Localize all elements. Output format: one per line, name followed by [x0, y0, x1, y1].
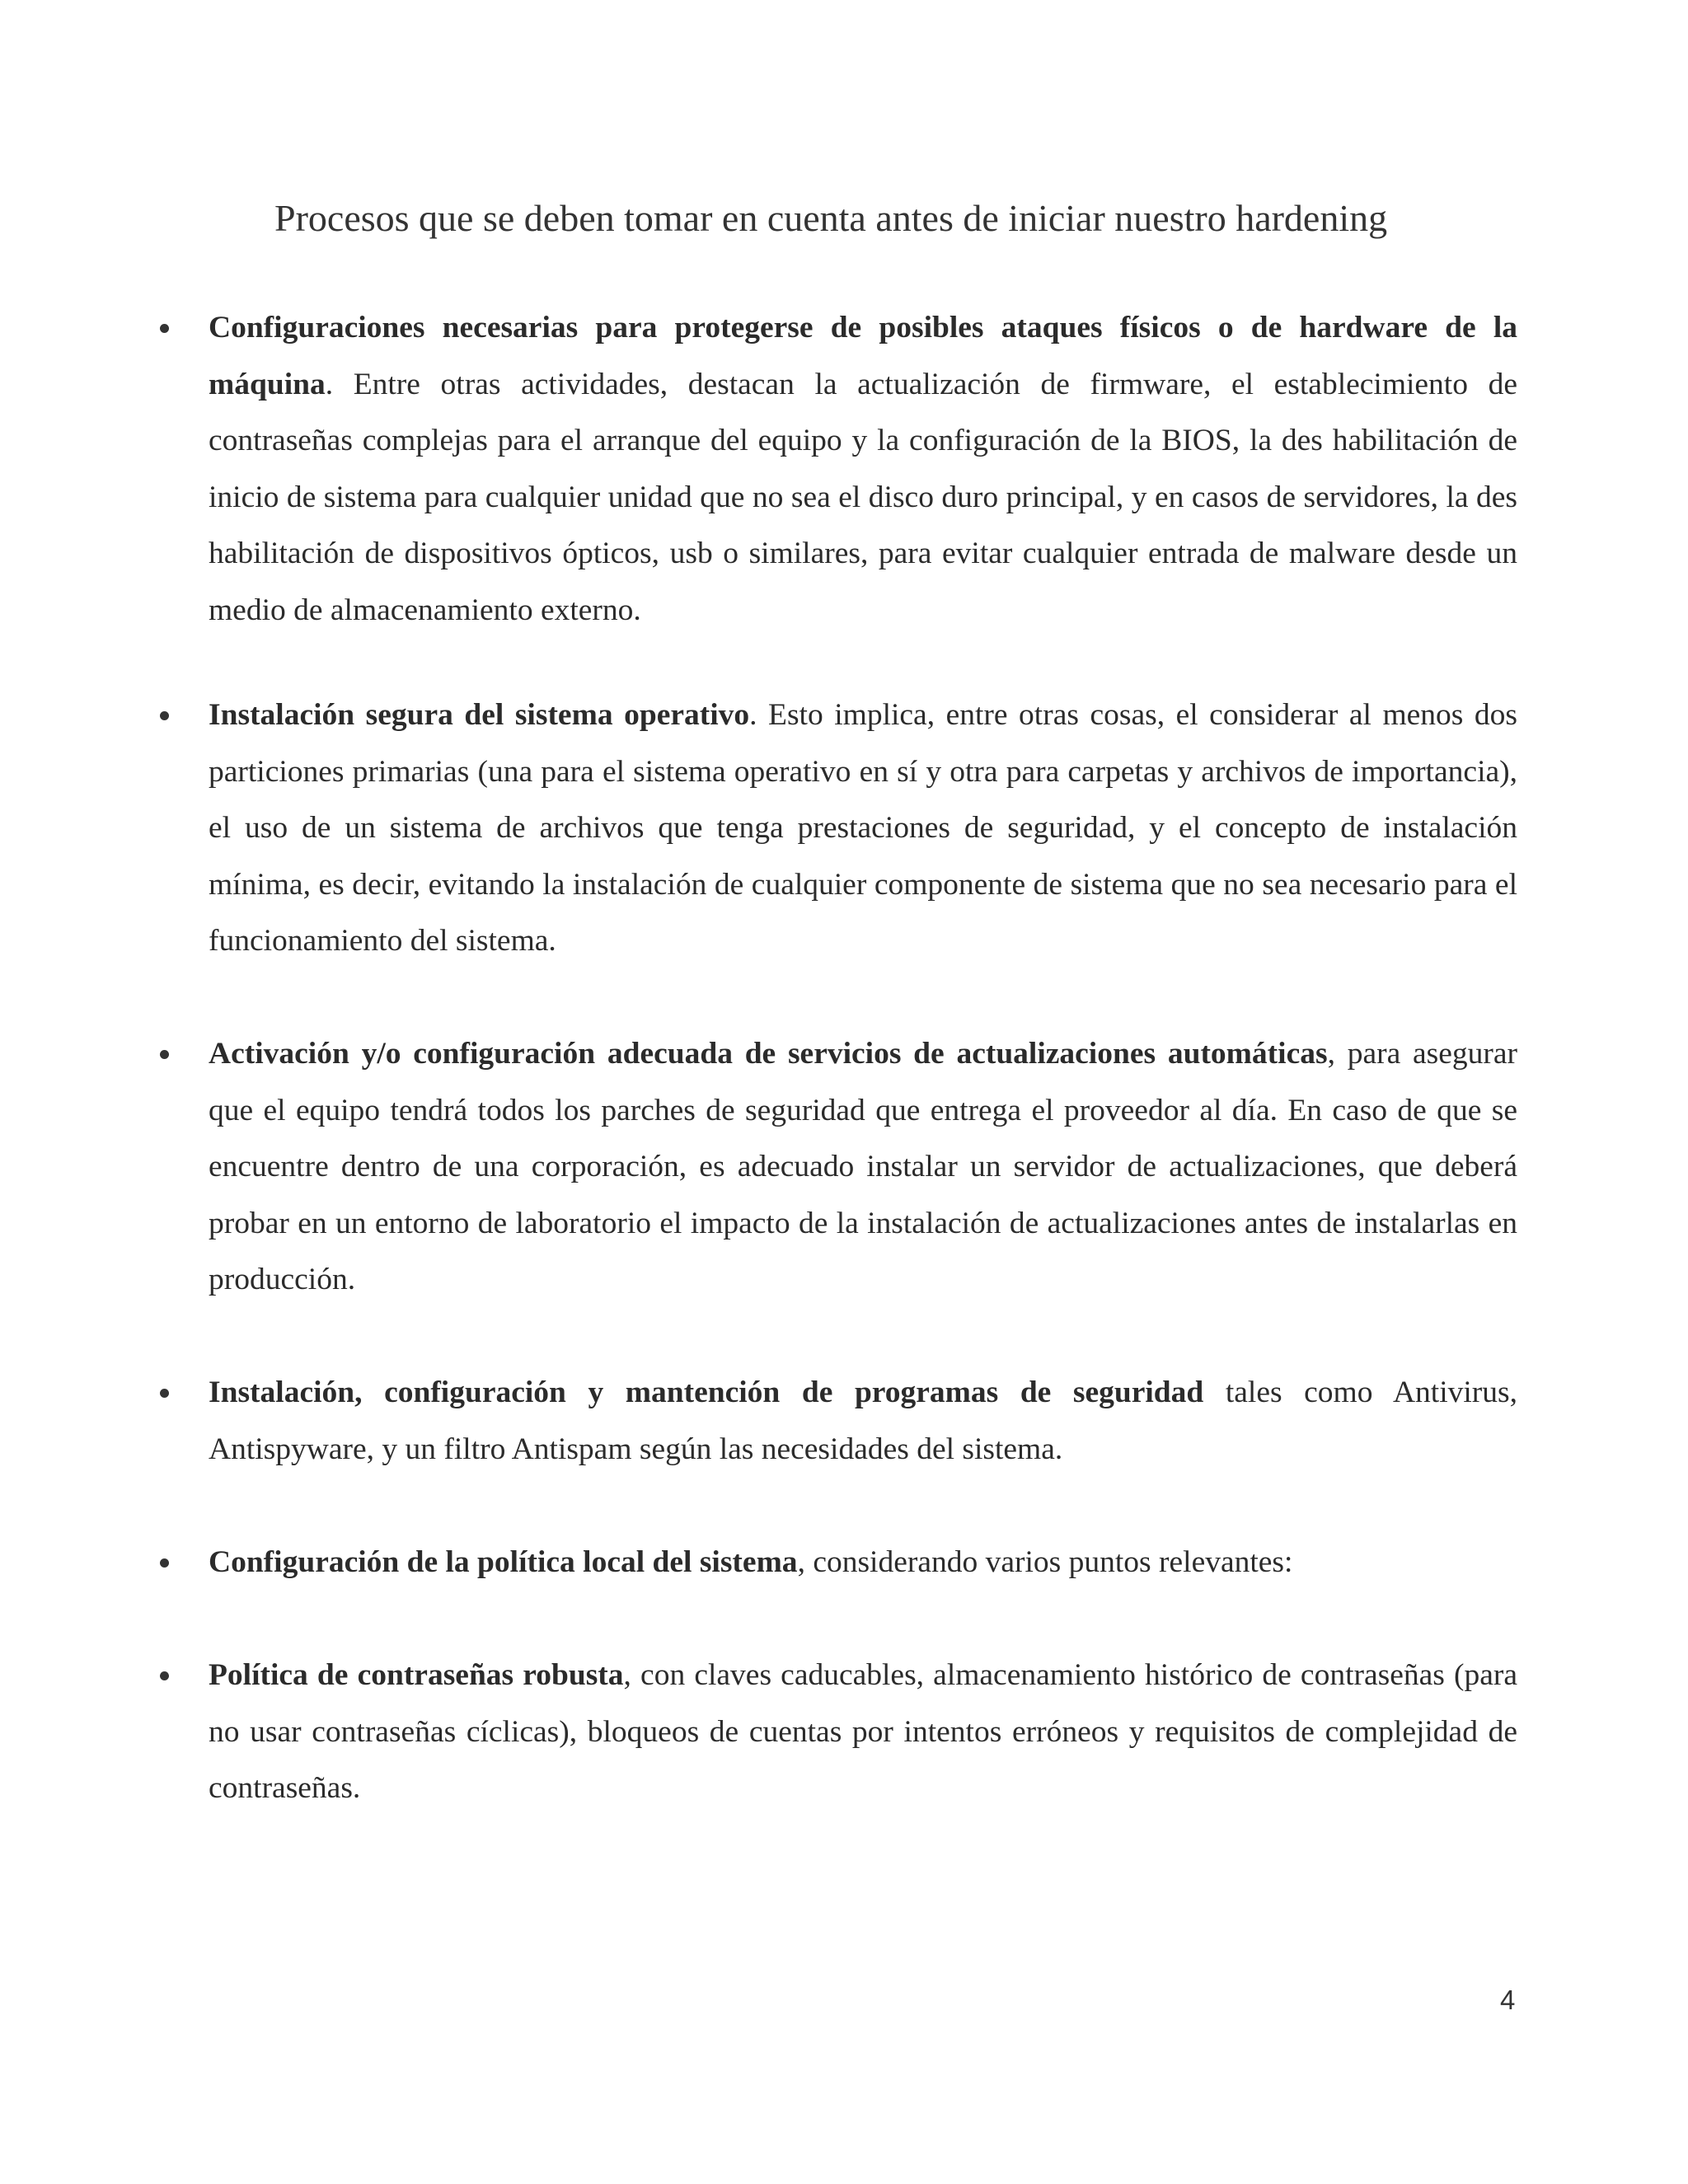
list-item-heading: Configuraciones necesarias para protegerse de posibles ataques físicos o de hardware de la máquina [209, 311, 1517, 401]
list-item-text: , considerando varios puntos relevantes: [797, 1545, 1293, 1579]
list-item-text: . Entre otras actividades, destacan la actualización de firmware, el establecimiento de contraseñas complejas para el arranque del equipo y la configuración de la BIOS, la des habilitación de inicio de sistema para cualquier unidad que no sea el disco duro principal, y en casos de servidores, la des habilitación de dispositivos ópticos, usb o similares, para evitar cualquier entrada de malware desde un medio de almacenamiento externo. [209, 367, 1517, 627]
bullet-icon [160, 1389, 169, 1398]
list-item [209, 1365, 1517, 1478]
list-item-text: tales como Antivirus, Antispyware, y un filtro Antispam según las necesidades del sistema. [209, 1376, 1517, 1466]
list-item [209, 1026, 1517, 1309]
bullet-icon [160, 711, 169, 720]
list-item-heading: Instalación, configuración y mantención de programas de seguridad [209, 1376, 1204, 1409]
list-item-text: . Esto implica, entre otras cosas, el considerar al menos dos particiones primarias (una para el sistema operativo en sí y otra para carpetas y archivos de importancia), el uso de un sistema de archivos que tenga prestaciones de seguridad, y el concepto de instalación mínima, es decir, evitando la instalación de cualquier componente de sistema que no sea necesario para el funcionamiento del sistema. [209, 698, 1517, 958]
bullet-icon [160, 1558, 169, 1568]
bullet-icon [160, 1671, 169, 1680]
list-item-heading: Política de contraseñas robusta [209, 1658, 624, 1692]
list-item [209, 687, 1517, 970]
bullet-icon [160, 1050, 169, 1059]
bullet-icon [160, 324, 169, 333]
list-item-heading: Instalación segura del sistema operativo [209, 698, 750, 732]
list-item-heading: Configuración de la política local del sistema [209, 1545, 798, 1579]
list-item [209, 300, 1517, 639]
list-item [209, 1535, 1517, 1591]
list-item-text: , para asegurar que el equipo tendrá todos los parches de seguridad que entrega el proveedor al día. En caso de que se encuentre dentro de una corporación, es adecuado instalar un servidor de actualizaciones, que deberá probar en un entorno de laboratorio el impacto de la instalación de actualizaciones antes de instalarlas en producción. [209, 1037, 1517, 1296]
page-title: Procesos que se deben tomar en cuenta antes de iniciar nuestro hardening [274, 197, 1388, 239]
page-number: 4 [1500, 1985, 1516, 2015]
list-item-text: , con claves caducables, almacenamiento histórico de contraseñas (para no usar contraseñas cíclicas), bloqueos de cuentas por intentos erróneos y requisitos de complejidad de contraseñas. [209, 1658, 1518, 1805]
list-item [209, 1647, 1517, 1817]
list-item-heading: Activación y/o configuración adecuada de servicios de actualizaciones automáticas [209, 1037, 1328, 1071]
